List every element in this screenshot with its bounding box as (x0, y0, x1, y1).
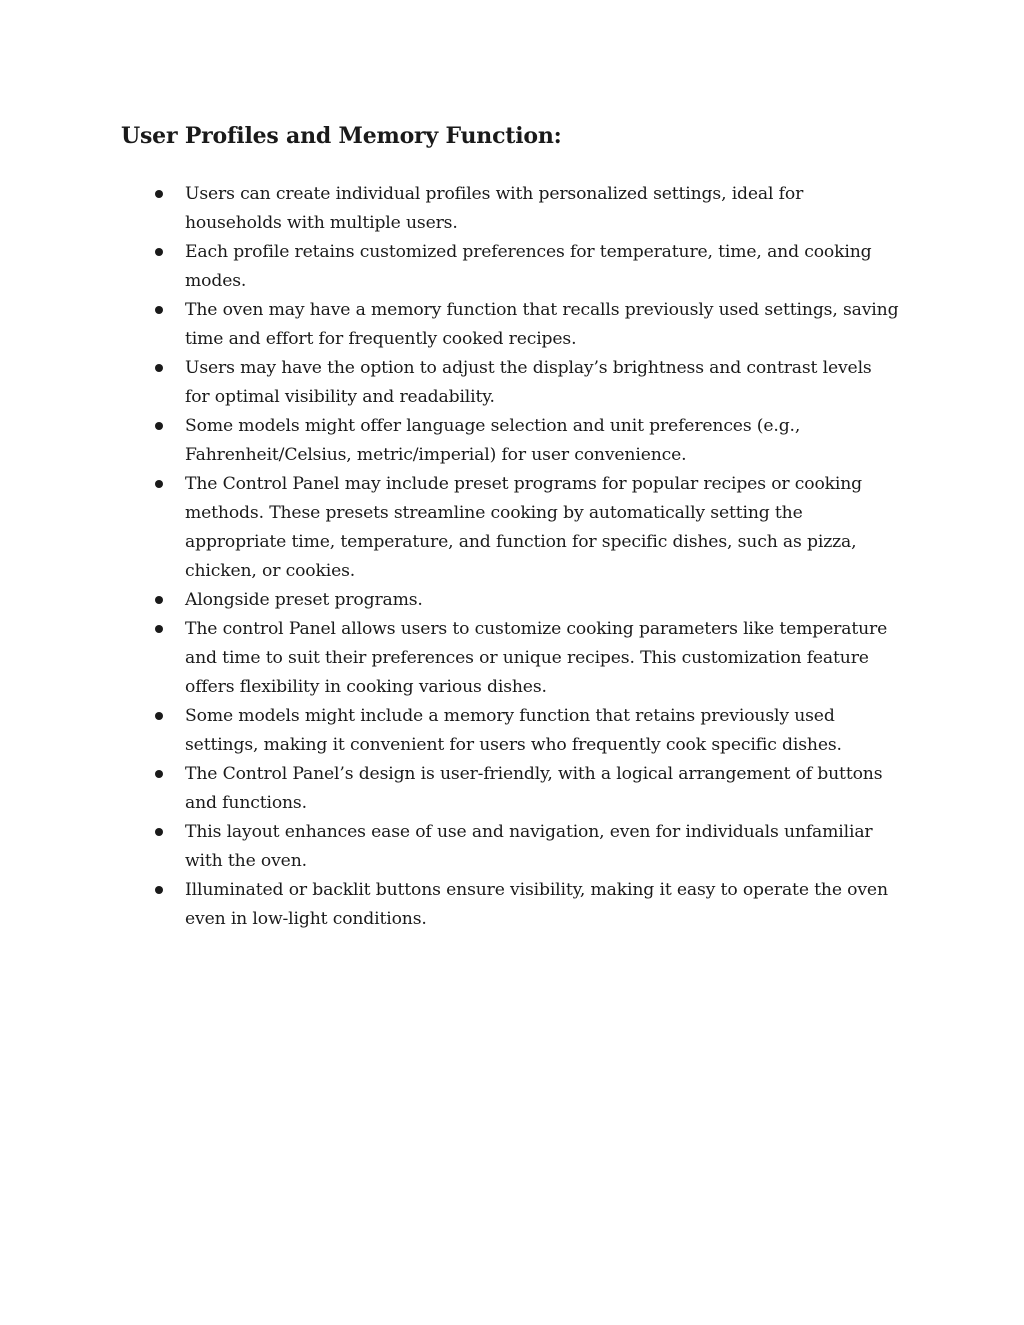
list-item-text: Some models might offer language selection and unit preferences (e.g., Fahrenheit/Celsius, metric/imperial) for user convenience. (185, 416, 801, 465)
list-item-text: This layout enhances ease of use and navigation, even for individuals unfamiliar with the oven. (185, 822, 873, 871)
list-item (0, 238, 900, 296)
list-item-text: Illuminated or backlit buttons ensure visibility, making it easy to operate the oven even in low-light conditions. (185, 880, 888, 929)
bullet-icon (155, 480, 163, 488)
list-item-text: Users can create individual profiles with personalized settings, ideal for households with multiple users. (185, 184, 804, 233)
list-item-text: The Control Panel may include preset programs for popular recipes or cooking methods. These presets streamline cooking by automatically setting the appropriate time, temperature, and function for specific dishes, such as pizza, chicken, or cookies. (185, 474, 863, 581)
list-item (0, 180, 900, 238)
list-item (0, 470, 900, 586)
list-item (0, 586, 900, 615)
list-item (0, 296, 900, 354)
bullet-icon (155, 248, 163, 256)
section-heading: User Profiles and Memory Function: (121, 123, 562, 149)
list-item-text: The oven may have a memory function that recalls previously used settings, saving time and effort for frequently cooked recipes. (185, 300, 899, 349)
bullet-icon (155, 364, 163, 372)
list-item-text: Some models might include a memory function that retains previously used settings, making it convenient for users who frequently cook specific dishes. (185, 706, 842, 755)
bullet-icon (155, 886, 163, 894)
list-item (0, 354, 900, 412)
list-item-text: The Control Panel’s design is user-friendly, with a logical arrangement of buttons and functions. (185, 764, 883, 813)
bullet-icon (155, 306, 163, 314)
list-item-text: The control Panel allows users to customize cooking parameters like temperature and time to suit their preferences or unique recipes. This customization feature offers flexibility in cooking various dishes. (185, 619, 888, 697)
bullet-icon (155, 422, 163, 430)
list-item (0, 702, 900, 760)
list-item (0, 876, 900, 934)
bullet-icon (155, 712, 163, 720)
list-item (0, 412, 900, 470)
bullet-icon (155, 625, 163, 633)
list-item-text: Each profile retains customized preferences for temperature, time, and cooking modes. (185, 242, 872, 291)
list-item (0, 760, 900, 818)
bullet-icon (155, 770, 163, 778)
list-item (0, 818, 900, 876)
bullet-icon (155, 190, 163, 198)
bullet-icon (155, 596, 163, 604)
list-item-text: Alongside preset programs. (185, 590, 423, 610)
list-item-text: Users may have the option to adjust the display’s brightness and contrast levels for optimal visibility and readability. (185, 358, 872, 407)
list-item (0, 615, 900, 702)
bullet-list (0, 180, 1024, 934)
bullet-icon (155, 828, 163, 836)
